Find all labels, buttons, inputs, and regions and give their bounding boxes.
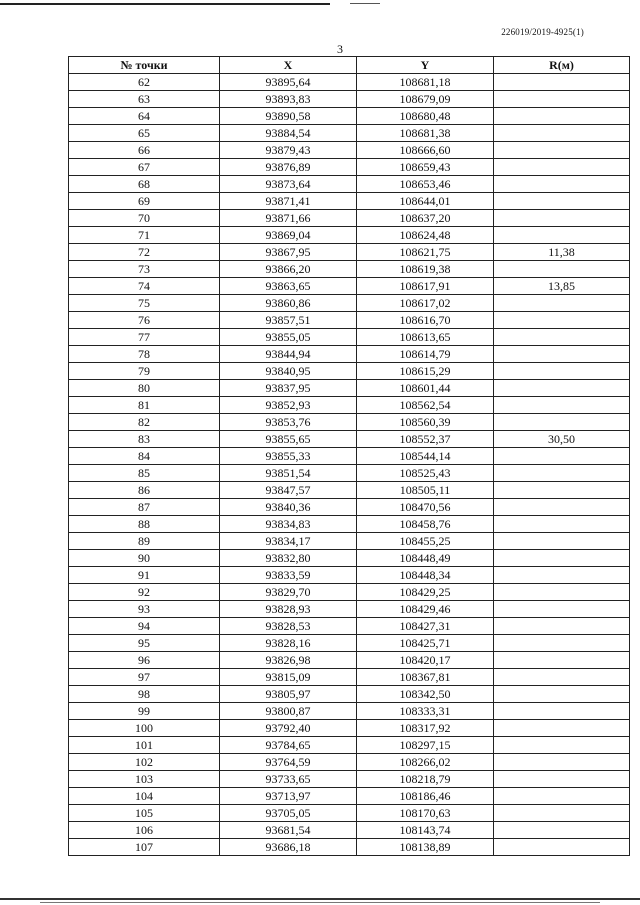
cell-point-number: 86	[69, 482, 220, 499]
cell-x: 93884,54	[220, 125, 357, 142]
cell-y: 108619,38	[357, 261, 494, 278]
cell-point-number: 101	[69, 737, 220, 754]
cell-radius	[494, 414, 630, 431]
table-row	[69, 839, 630, 856]
cell-x: 93834,83	[220, 516, 357, 533]
table-row	[69, 669, 630, 686]
cell-radius	[494, 142, 630, 159]
table-row	[69, 533, 630, 550]
cell-radius	[494, 771, 630, 788]
table-row	[69, 159, 630, 176]
cell-y: 108297,15	[357, 737, 494, 754]
cell-y: 108470,56	[357, 499, 494, 516]
cell-radius: 11,38	[494, 244, 630, 261]
cell-point-number: 63	[69, 91, 220, 108]
table-row	[69, 822, 630, 839]
cell-x: 93871,41	[220, 193, 357, 210]
cell-point-number: 69	[69, 193, 220, 210]
cell-radius	[494, 686, 630, 703]
table-row	[69, 363, 630, 380]
cell-point-number: 82	[69, 414, 220, 431]
cell-point-number: 104	[69, 788, 220, 805]
cell-radius	[494, 550, 630, 567]
cell-x: 93705,05	[220, 805, 357, 822]
cell-radius: 13,85	[494, 278, 630, 295]
table-row	[69, 193, 630, 210]
cell-point-number: 68	[69, 176, 220, 193]
cell-x: 93840,36	[220, 499, 357, 516]
table-row	[69, 278, 630, 295]
cell-x: 93873,64	[220, 176, 357, 193]
cell-radius	[494, 669, 630, 686]
bottom-scan-line-secondary	[40, 902, 600, 903]
cell-point-number: 66	[69, 142, 220, 159]
cell-y: 108138,89	[357, 839, 494, 856]
table-row	[69, 91, 630, 108]
cell-x: 93855,05	[220, 329, 357, 346]
table-row	[69, 567, 630, 584]
cell-radius	[494, 482, 630, 499]
document-number: 226019/2019-4925(1)	[501, 27, 584, 37]
cell-x: 93840,95	[220, 363, 357, 380]
cell-x: 93834,17	[220, 533, 357, 550]
cell-y: 108425,71	[357, 635, 494, 652]
cell-x: 93863,65	[220, 278, 357, 295]
cell-x: 93890,58	[220, 108, 357, 125]
cell-radius	[494, 703, 630, 720]
cell-radius: 30,50	[494, 431, 630, 448]
cell-y: 108448,49	[357, 550, 494, 567]
table-row	[69, 737, 630, 754]
cell-x: 93852,93	[220, 397, 357, 414]
cell-x: 93828,16	[220, 635, 357, 652]
cell-radius	[494, 788, 630, 805]
cell-y: 108143,74	[357, 822, 494, 839]
table-row	[69, 431, 630, 448]
cell-radius	[494, 601, 630, 618]
top-scan-mark	[350, 3, 380, 4]
cell-y: 108659,43	[357, 159, 494, 176]
cell-point-number: 80	[69, 380, 220, 397]
cell-point-number: 64	[69, 108, 220, 125]
cell-x: 93893,83	[220, 91, 357, 108]
cell-y: 108679,09	[357, 91, 494, 108]
cell-y: 108614,79	[357, 346, 494, 363]
cell-y: 108544,14	[357, 448, 494, 465]
cell-point-number: 102	[69, 754, 220, 771]
cell-x: 93837,95	[220, 380, 357, 397]
table-row	[69, 227, 630, 244]
cell-y: 108448,34	[357, 567, 494, 584]
cell-y: 108613,65	[357, 329, 494, 346]
cell-point-number: 81	[69, 397, 220, 414]
cell-point-number: 75	[69, 295, 220, 312]
cell-point-number: 77	[69, 329, 220, 346]
cell-y: 108333,31	[357, 703, 494, 720]
table-row	[69, 176, 630, 193]
cell-point-number: 89	[69, 533, 220, 550]
cell-radius	[494, 720, 630, 737]
cell-y: 108218,79	[357, 771, 494, 788]
cell-point-number: 107	[69, 839, 220, 856]
cell-point-number: 100	[69, 720, 220, 737]
table-row	[69, 618, 630, 635]
cell-radius	[494, 618, 630, 635]
cell-radius	[494, 652, 630, 669]
cell-radius	[494, 312, 630, 329]
cell-point-number: 94	[69, 618, 220, 635]
cell-point-number: 90	[69, 550, 220, 567]
cell-point-number: 95	[69, 635, 220, 652]
cell-y: 108644,01	[357, 193, 494, 210]
cell-y: 108429,25	[357, 584, 494, 601]
cell-point-number: 62	[69, 74, 220, 91]
cell-x: 93713,97	[220, 788, 357, 805]
cell-y: 108617,91	[357, 278, 494, 295]
cell-y: 108525,43	[357, 465, 494, 482]
cell-x: 93805,97	[220, 686, 357, 703]
table-row	[69, 125, 630, 142]
bottom-scan-line	[0, 898, 640, 900]
header-point-number: № точки	[69, 57, 220, 74]
cell-y: 108367,81	[357, 669, 494, 686]
table-row	[69, 108, 630, 125]
cell-y: 108637,20	[357, 210, 494, 227]
cell-x: 93829,70	[220, 584, 357, 601]
cell-y: 108615,29	[357, 363, 494, 380]
cell-radius	[494, 754, 630, 771]
cell-radius	[494, 533, 630, 550]
table-row	[69, 584, 630, 601]
cell-point-number: 83	[69, 431, 220, 448]
table-row	[69, 652, 630, 669]
cell-point-number: 70	[69, 210, 220, 227]
cell-radius	[494, 448, 630, 465]
cell-y: 108616,70	[357, 312, 494, 329]
table-row	[69, 635, 630, 652]
cell-radius	[494, 295, 630, 312]
table-row	[69, 805, 630, 822]
table-row	[69, 244, 630, 261]
table-row	[69, 686, 630, 703]
table-row	[69, 74, 630, 91]
cell-x: 93844,94	[220, 346, 357, 363]
table-row	[69, 499, 630, 516]
table-row	[69, 482, 630, 499]
cell-y: 108624,48	[357, 227, 494, 244]
cell-point-number: 67	[69, 159, 220, 176]
cell-radius	[494, 329, 630, 346]
cell-x: 93833,59	[220, 567, 357, 584]
table-row	[69, 380, 630, 397]
table-row	[69, 516, 630, 533]
cell-x: 93686,18	[220, 839, 357, 856]
cell-x: 93855,33	[220, 448, 357, 465]
cell-radius	[494, 737, 630, 754]
cell-point-number: 87	[69, 499, 220, 516]
cell-radius	[494, 499, 630, 516]
table-row	[69, 448, 630, 465]
table-row	[69, 295, 630, 312]
table-row	[69, 788, 630, 805]
cell-radius	[494, 125, 630, 142]
cell-y: 108601,44	[357, 380, 494, 397]
table-row	[69, 261, 630, 278]
cell-x: 93847,57	[220, 482, 357, 499]
cell-point-number: 106	[69, 822, 220, 839]
cell-point-number: 71	[69, 227, 220, 244]
cell-x: 93895,64	[220, 74, 357, 91]
table-row	[69, 397, 630, 414]
cell-point-number: 97	[69, 669, 220, 686]
table-row	[69, 465, 630, 482]
cell-x: 93866,20	[220, 261, 357, 278]
cell-radius	[494, 839, 630, 856]
table-body	[69, 74, 630, 856]
cell-y: 108505,11	[357, 482, 494, 499]
cell-y: 108617,02	[357, 295, 494, 312]
cell-point-number: 73	[69, 261, 220, 278]
cell-point-number: 78	[69, 346, 220, 363]
cell-y: 108681,38	[357, 125, 494, 142]
cell-y: 108170,63	[357, 805, 494, 822]
cell-x: 93857,51	[220, 312, 357, 329]
cell-x: 93867,95	[220, 244, 357, 261]
cell-y: 108458,76	[357, 516, 494, 533]
cell-x: 93800,87	[220, 703, 357, 720]
cell-y: 108680,48	[357, 108, 494, 125]
cell-y: 108653,46	[357, 176, 494, 193]
cell-radius	[494, 91, 630, 108]
cell-x: 93681,54	[220, 822, 357, 839]
cell-y: 108681,18	[357, 74, 494, 91]
table-row	[69, 550, 630, 567]
cell-y: 108266,02	[357, 754, 494, 771]
cell-x: 93828,93	[220, 601, 357, 618]
cell-radius	[494, 261, 630, 278]
cell-x: 93879,43	[220, 142, 357, 159]
table-row	[69, 142, 630, 159]
cell-point-number: 85	[69, 465, 220, 482]
cell-radius	[494, 805, 630, 822]
cell-radius	[494, 159, 630, 176]
cell-radius	[494, 380, 630, 397]
cell-x: 93860,86	[220, 295, 357, 312]
cell-radius	[494, 584, 630, 601]
cell-point-number: 79	[69, 363, 220, 380]
cell-x: 93733,65	[220, 771, 357, 788]
cell-radius	[494, 465, 630, 482]
header-x: X	[220, 57, 357, 74]
cell-y: 108342,50	[357, 686, 494, 703]
header-radius: R(м)	[494, 57, 630, 74]
table-row	[69, 210, 630, 227]
cell-y: 108317,92	[357, 720, 494, 737]
cell-y: 108186,46	[357, 788, 494, 805]
cell-x: 93869,04	[220, 227, 357, 244]
cell-radius	[494, 193, 630, 210]
table-header-row	[69, 57, 630, 74]
cell-point-number: 96	[69, 652, 220, 669]
cell-x: 93764,59	[220, 754, 357, 771]
cell-y: 108420,17	[357, 652, 494, 669]
cell-radius	[494, 567, 630, 584]
cell-point-number: 92	[69, 584, 220, 601]
cell-radius	[494, 516, 630, 533]
cell-y: 108427,31	[357, 618, 494, 635]
cell-point-number: 84	[69, 448, 220, 465]
cell-radius	[494, 822, 630, 839]
cell-point-number: 99	[69, 703, 220, 720]
cell-point-number: 76	[69, 312, 220, 329]
table-row	[69, 346, 630, 363]
cell-x: 93784,65	[220, 737, 357, 754]
table-row	[69, 414, 630, 431]
cell-x: 93851,54	[220, 465, 357, 482]
table-row	[69, 329, 630, 346]
table-row	[69, 312, 630, 329]
cell-radius	[494, 176, 630, 193]
top-scan-line	[0, 3, 330, 5]
cell-point-number: 105	[69, 805, 220, 822]
cell-point-number: 103	[69, 771, 220, 788]
table-row	[69, 771, 630, 788]
page-number: 3	[337, 42, 343, 56]
cell-y: 108455,25	[357, 533, 494, 550]
cell-point-number: 65	[69, 125, 220, 142]
cell-radius	[494, 74, 630, 91]
cell-y: 108562,54	[357, 397, 494, 414]
cell-point-number: 91	[69, 567, 220, 584]
cell-y: 108552,37	[357, 431, 494, 448]
cell-x: 93826,98	[220, 652, 357, 669]
coordinates-table	[68, 56, 630, 856]
cell-radius	[494, 210, 630, 227]
cell-radius	[494, 227, 630, 244]
cell-radius	[494, 363, 630, 380]
cell-x: 93853,76	[220, 414, 357, 431]
cell-radius	[494, 346, 630, 363]
header-y: Y	[357, 57, 494, 74]
cell-point-number: 93	[69, 601, 220, 618]
cell-x: 93828,53	[220, 618, 357, 635]
cell-radius	[494, 397, 630, 414]
cell-radius	[494, 108, 630, 125]
cell-x: 93815,09	[220, 669, 357, 686]
cell-point-number: 98	[69, 686, 220, 703]
cell-y: 108621,75	[357, 244, 494, 261]
table-row	[69, 703, 630, 720]
table-row	[69, 720, 630, 737]
cell-x: 93792,40	[220, 720, 357, 737]
cell-point-number: 72	[69, 244, 220, 261]
cell-point-number: 88	[69, 516, 220, 533]
table-row	[69, 754, 630, 771]
cell-y: 108666,60	[357, 142, 494, 159]
table-row	[69, 601, 630, 618]
cell-point-number: 74	[69, 278, 220, 295]
cell-x: 93832,80	[220, 550, 357, 567]
cell-x: 93855,65	[220, 431, 357, 448]
cell-y: 108429,46	[357, 601, 494, 618]
cell-x: 93876,89	[220, 159, 357, 176]
cell-y: 108560,39	[357, 414, 494, 431]
cell-radius	[494, 635, 630, 652]
cell-x: 93871,66	[220, 210, 357, 227]
